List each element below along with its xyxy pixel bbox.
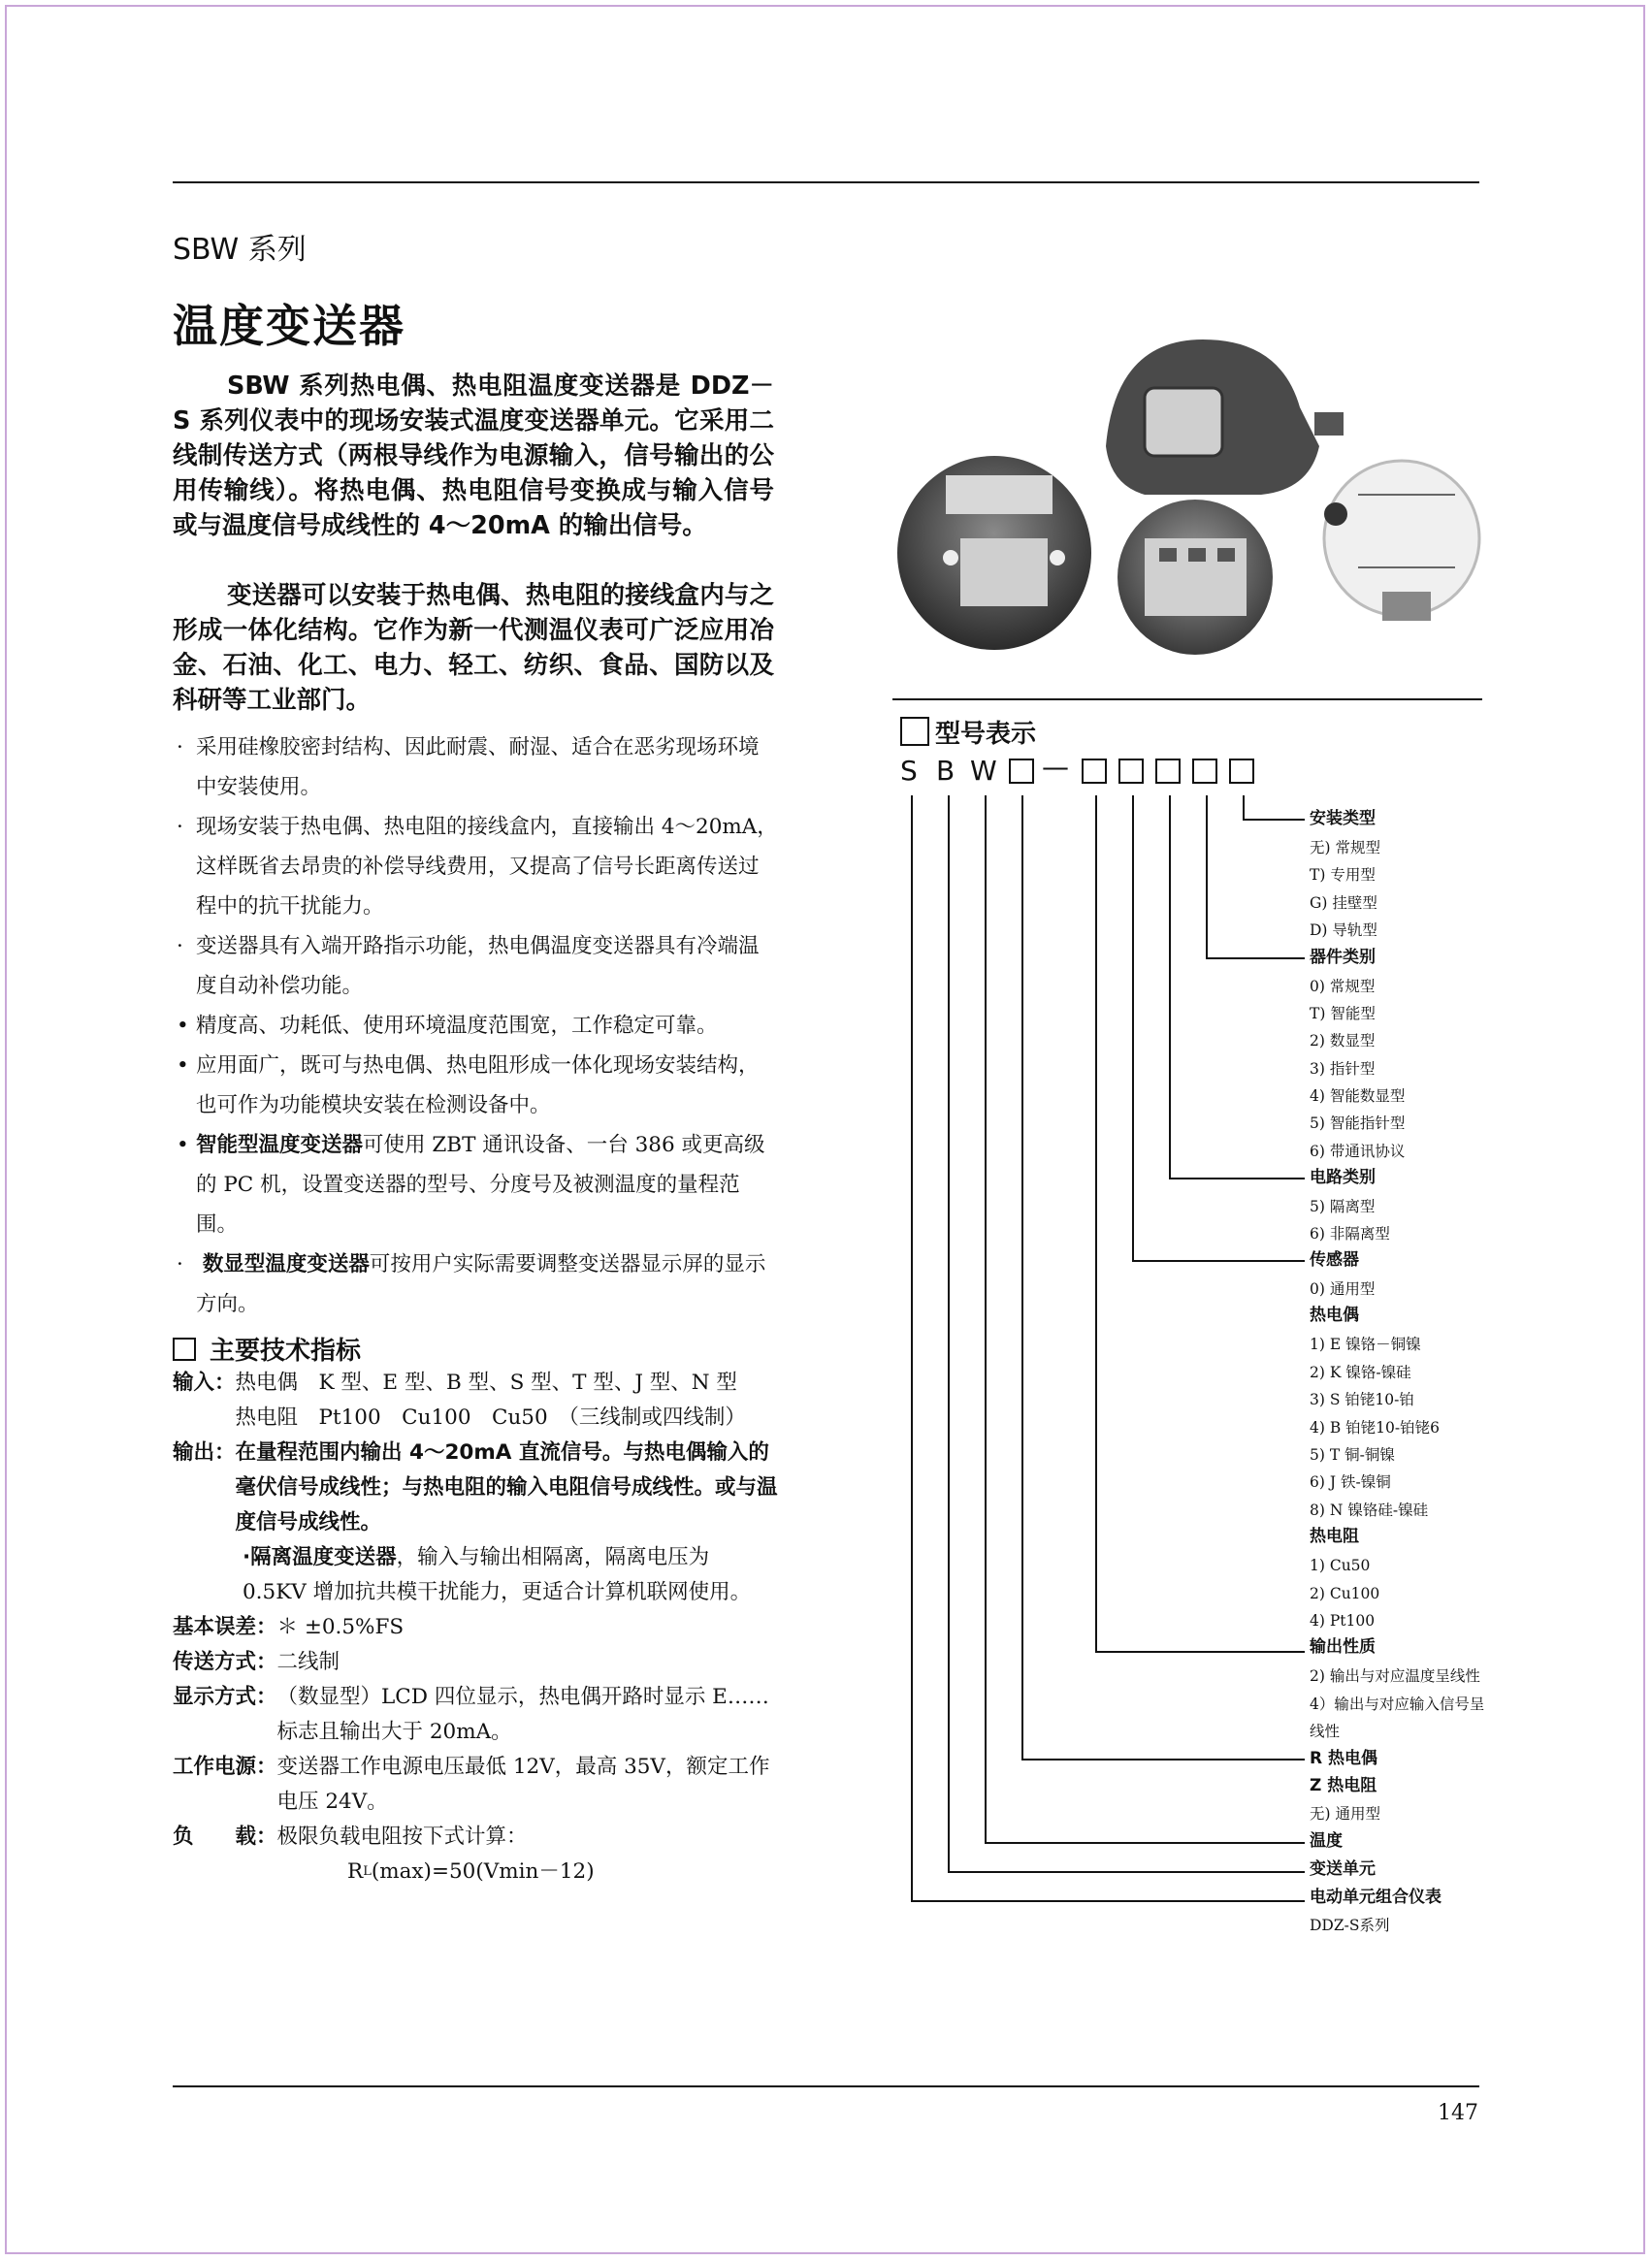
feature-item: · 现场安装于热电偶、热电阻的接线盒内，直接输出 4～20mA，这样既省去昂贵的补偿导线费用，又提高了信号长距离传送过程中的抗干扰能力。 xyxy=(177,815,778,919)
label-option: 1) Cu50 xyxy=(1310,1557,1371,1574)
spec-error: 基本误差： ＊ ±0.5%FS xyxy=(173,1615,405,1639)
label-option: 2) K 镍铬-镍硅 xyxy=(1310,1364,1411,1381)
intro-paragraph-1 xyxy=(173,369,774,543)
label-option: 线性 xyxy=(1310,1723,1341,1740)
intro-text-1: SBW 系列热电偶、热电阻温度变送器是 DDZ－S 系列仪表中的现场安装式温度变送器单元。它采用二线制传送方式（两根导线作为电源输入，信号输出的公用传输线）。将热电偶、热电阻信号变换成与输入信号或与温度信号成线性的 4～20mA 的输出信号。 xyxy=(173,371,774,540)
label-option: 8) N 镍铬硅-镍硅 xyxy=(1310,1502,1429,1519)
label-rtd: 热电阻 xyxy=(1310,1527,1359,1546)
intro-paragraph-2 xyxy=(173,578,774,718)
label-option: 无) 通用型 xyxy=(1310,1805,1380,1823)
code-letter-s: S xyxy=(900,755,918,787)
load-formula: R L (max)=50(Vmin－12) xyxy=(347,1859,595,1884)
label-option: 3) 指针型 xyxy=(1310,1060,1376,1078)
feature-item: • 精度高、功耗低、使用环境温度范围宽，工作稳定可靠。 xyxy=(177,1014,718,1038)
label-ddz-series: DDZ-S系列 xyxy=(1310,1917,1390,1934)
page-number: 147 xyxy=(1438,2101,1478,2125)
label-option: 4) Pt100 xyxy=(1310,1612,1376,1630)
label-option: 6) 带通讯协议 xyxy=(1310,1143,1406,1160)
label-option: 4) 智能数显型 xyxy=(1310,1087,1406,1105)
label-option: 4）输出与对应输入信号呈 xyxy=(1310,1696,1485,1713)
label-z-rtd: Z 热电阻 xyxy=(1310,1776,1377,1795)
label-option: 1) E 镍铬－铜镍 xyxy=(1310,1336,1421,1353)
product-photo xyxy=(892,320,1484,655)
spec-input: 输入： 热电偶 K 型、E 型、B 型、S 型、T 型、J 型、N 型 热电阻 Pt100 Cu100 Cu50 （三线制或四线制） xyxy=(173,1371,746,1430)
label-option: 2) Cu100 xyxy=(1310,1585,1380,1602)
code-box xyxy=(1192,759,1217,784)
label-option: 6) J 铁-镍铜 xyxy=(1310,1473,1391,1491)
page-title: 温度变送器 xyxy=(173,300,405,352)
series-label: SBW 系列 xyxy=(173,233,307,267)
label-option: G) 挂壁型 xyxy=(1310,894,1377,912)
feature-list xyxy=(173,727,779,1324)
spec-load: 负 载： 极限负载电阻按下式计算： xyxy=(173,1825,528,1849)
label-option: 4) B 铂铑10-铂铑6 xyxy=(1310,1419,1440,1437)
feature-item: • 应用面广，既可与热电偶、热电阻形成一体化现场安装结构，也可作为功能模块安装在检测设备中。 xyxy=(177,1053,760,1117)
label-thermocouple: 热电偶 xyxy=(1310,1306,1359,1325)
spec-transmission: 传送方式： 二线制 xyxy=(173,1650,340,1674)
label-circuit-category: 电路类别 xyxy=(1310,1168,1376,1187)
feature-item: · 数显型温度变送器可按用户实际需要调整变送器显示屏的显示方向。 xyxy=(177,1252,766,1316)
module-right-terminal xyxy=(1382,592,1431,621)
module-left-terminal xyxy=(960,538,1048,606)
spec-display: 显示方式： （数显型）LCD 四位显示，热电偶开路时显示 E……标志且输出大于 20mA。 xyxy=(173,1685,769,1744)
label-electric-unit: 电动单元组合仪表 xyxy=(1310,1888,1441,1907)
code-box xyxy=(1009,759,1034,784)
label-temperature: 温度 xyxy=(1310,1831,1343,1851)
model-heading: 型号表示 xyxy=(900,714,1036,750)
top-rule xyxy=(173,181,1479,183)
label-option: 0) 常规型 xyxy=(1310,978,1376,995)
bottom-rule xyxy=(173,2085,1479,2087)
feature-item: • 智能型温度变送器可使用 ZBT 通讯设备、一台 386 或更高级的 PC 机，设置变送器的型号、分度号及被测温度的量程范围。 xyxy=(177,1133,765,1237)
square-icon xyxy=(900,717,929,746)
label-option: 2) 输出与对应温度呈线性 xyxy=(1310,1667,1480,1685)
model-rule xyxy=(892,698,1482,700)
intro-text-2: 变送器可以安装于热电偶、热电阻的接线盒内与之形成一体化结构。它作为新一代测温仪表可广泛应用冶金、石油、化工、电力、轻工、纺织、食品、国防以及科研等工业部门。 xyxy=(173,581,774,715)
code-letter-b: B xyxy=(936,755,956,787)
housing-gland xyxy=(1314,412,1344,436)
label-option: T) 专用型 xyxy=(1310,866,1376,884)
label-device-category: 器件类别 xyxy=(1310,948,1376,967)
label-sensor: 传感器 xyxy=(1310,1250,1359,1270)
label-option: 5) T 铜-铜镍 xyxy=(1310,1446,1395,1464)
code-letter-w: W xyxy=(970,755,997,787)
module-left-label xyxy=(946,475,1053,514)
label-option: 无) 常规型 xyxy=(1310,839,1380,856)
label-r-thermocouple: R 热电偶 xyxy=(1310,1749,1378,1768)
label-option: 3) S 铂铑10-铂 xyxy=(1310,1391,1414,1408)
square-icon xyxy=(173,1338,196,1361)
label-install-type: 安装类型 xyxy=(1310,809,1376,828)
specs-list xyxy=(173,1366,779,1890)
label-option: D) 导轨型 xyxy=(1310,921,1377,939)
label-option: 0) 通用型 xyxy=(1310,1280,1376,1298)
label-option: 5) 智能指针型 xyxy=(1310,1114,1406,1132)
spec-power: 工作电源： 变送器工作电源电压最低 12V，最高 35V，额定工作电压 24V。 xyxy=(173,1755,770,1814)
label-transmitter-unit: 变送单元 xyxy=(1310,1859,1376,1879)
code-dash: — xyxy=(1042,751,1069,783)
label-option: 2) 数显型 xyxy=(1310,1032,1376,1050)
label-option: 6) 非隔离型 xyxy=(1310,1225,1390,1243)
code-box xyxy=(1118,759,1144,784)
code-box xyxy=(1082,759,1107,784)
feature-item: · 采用硅橡胶密封结构、因此耐震、耐湿、适合在恶劣现场环境中安装使用。 xyxy=(177,735,760,799)
feature-item: · 变送器具有入端开路指示功能，热电偶温度变送器具有冷端温度自动补偿功能。 xyxy=(177,934,760,998)
housing-window xyxy=(1145,388,1222,456)
code-box xyxy=(1155,759,1181,784)
spec-isolated: ·隔离温度变送器，输入与输出相隔离，隔离电压为 0.5KV 增加抗共模干扰能力，更适合计算机联网使用。 xyxy=(243,1545,752,1604)
spec-output: 输出： 在量程范围内输出 4～20mA 直流信号。与热电偶输入的毫伏信号成线性；与热电阻的输入电阻信号成线性。或与温度信号成线性。 xyxy=(173,1440,778,1534)
label-option: T) 智能型 xyxy=(1310,1005,1376,1022)
logo-icon xyxy=(1324,502,1347,526)
specs-heading: 主要技术指标 xyxy=(173,1331,361,1367)
label-option: 5) 隔离型 xyxy=(1310,1198,1376,1215)
label-output-property: 输出性质 xyxy=(1310,1637,1376,1657)
code-box xyxy=(1229,759,1254,784)
